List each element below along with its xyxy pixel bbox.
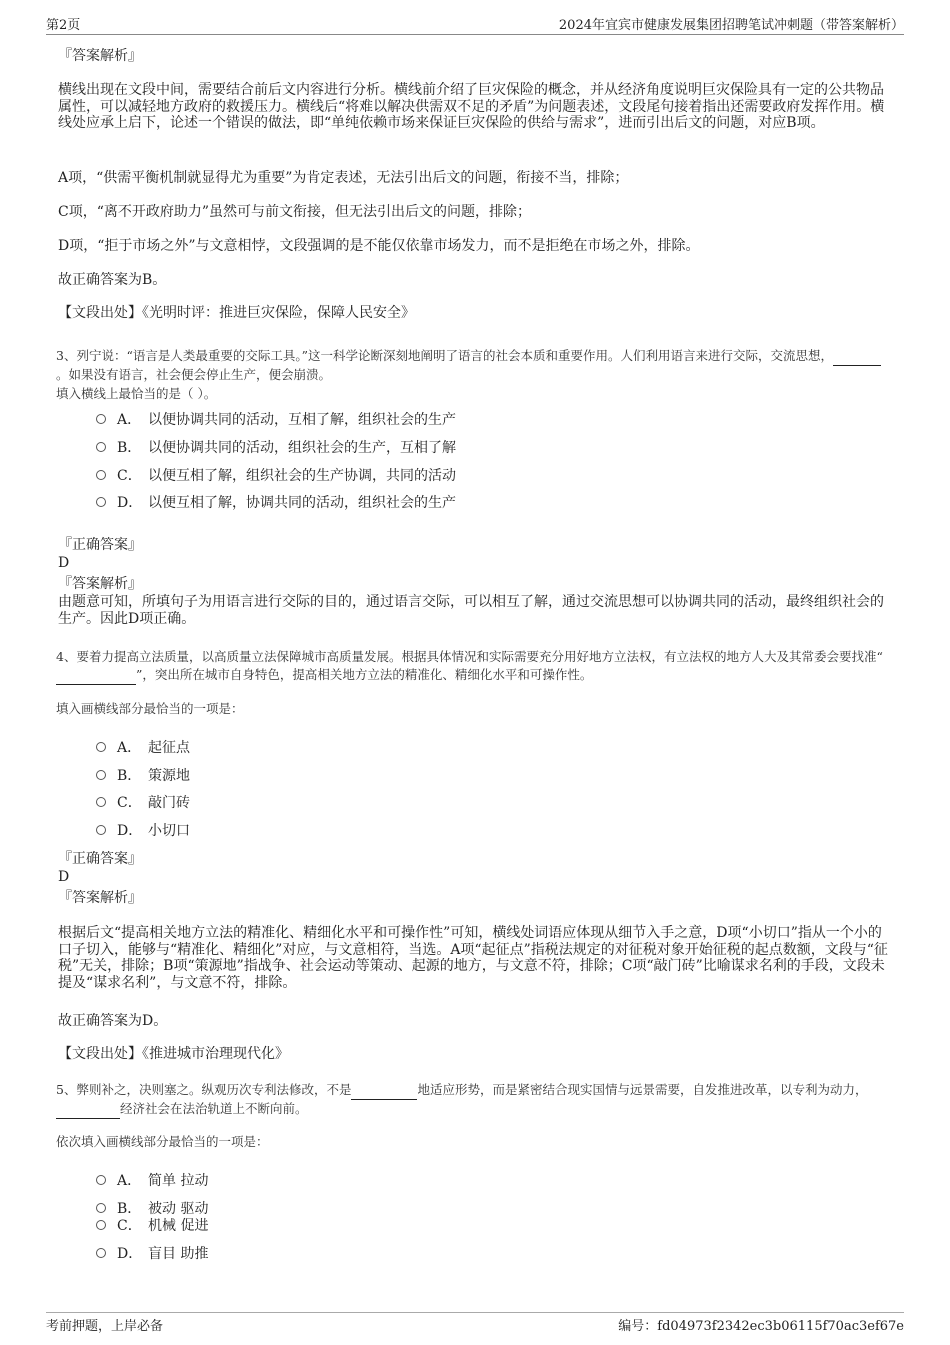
q5-blank-2 bbox=[56, 1100, 120, 1119]
radio-icon[interactable] bbox=[96, 1248, 106, 1258]
q5-prompt: 依次填入画横线部分最恰当的一项是： bbox=[56, 1134, 269, 1149]
option-letter: A． bbox=[117, 412, 142, 428]
option-text: 以便协调共同的活动，互相了解，组织社会的生产 bbox=[148, 412, 456, 428]
option-text: 小切口 bbox=[148, 823, 190, 839]
option-text: 以便互相了解，组织社会的生产协调，共同的活动 bbox=[148, 468, 456, 484]
radio-icon[interactable] bbox=[96, 797, 106, 807]
radio-icon[interactable] bbox=[96, 497, 106, 507]
option-letter: C． bbox=[117, 468, 142, 484]
option-text: 盲目 助推 bbox=[148, 1246, 209, 1262]
q5-stem-part3: 经济社会在法治轨道上不断向前。 bbox=[120, 1101, 308, 1116]
q3-stem-part2: 。如果没有语言，社会便会停止生产，便会崩溃。 bbox=[56, 367, 332, 382]
q3-blank bbox=[833, 347, 881, 366]
q4-stem-part1: 4、要着力提高立法质量，以高质量立法保障城市高质量发展。根据具体情况和实际需要充分用好地方立法权，有立法权的地方人大及其常委会要找准“ bbox=[56, 649, 883, 664]
option-text: 被动 驱动 bbox=[148, 1201, 209, 1217]
option-letter: B． bbox=[117, 768, 142, 784]
q4-stem bbox=[56, 648, 886, 685]
q4-conclusion: 故正确答案为D。 bbox=[58, 1013, 168, 1029]
page-header bbox=[46, 14, 904, 35]
q4-source: 【文段出处】《推进城市治理现代化》 bbox=[58, 1046, 289, 1062]
option-text: 机械 促进 bbox=[148, 1218, 209, 1234]
q3-prompt: 填入横线上最恰当的是（ ）。 bbox=[56, 386, 217, 401]
radio-icon[interactable] bbox=[96, 825, 106, 835]
option-letter: D． bbox=[117, 823, 143, 839]
option-letter: B． bbox=[117, 1201, 142, 1217]
option-letter: D． bbox=[117, 495, 143, 511]
option-text: 以便协调共同的活动，组织社会的生产，互相了解 bbox=[148, 440, 456, 456]
option-text: 策源地 bbox=[148, 768, 190, 784]
option-letter: C． bbox=[117, 795, 142, 811]
option-text: 敲门砖 bbox=[148, 795, 190, 811]
q3-stem-part1: 3、列宁说：“语言是人类最重要的交际工具。”这一科学论断深刻地阐明了语言的社会本质和重要作用。人们利用语言来进行交际，交流思想， bbox=[56, 348, 833, 363]
q4-answer-label: 『正确答案』 bbox=[58, 851, 142, 867]
footer-slogan: 考前押题，上岸必备 bbox=[46, 1319, 164, 1334]
q3-answer: D bbox=[58, 555, 70, 571]
q4-prompt: 填入画横线部分最恰当的一项是： bbox=[56, 701, 244, 716]
q5-stem-part2: 地适应形势，而是紧密结合现实国情与远景需要，自发推进改革，以专利为动力， bbox=[417, 1082, 868, 1097]
q4-analysis-text: 根据后文“提高相关地方立法的精准化、精细化水平和可操作性”可知，横线处词语应体现从细节入手之意，D项“小切口”指从一个小的口子切入，能够与“精准化、精细化”对应，与文意相符，当选。A项“起征点”指税法规定的对征税对象开始征税的起点数额，文段与“征税”无关，排除；B项“策源地”指战争、社会运动等策动、起源的地方，与文意不符，排除；C项“敲门砖”比喻谋求名利的手段，文段未提及“谋求名利”，与文意不符，排除。 bbox=[58, 925, 888, 991]
option-letter: B． bbox=[117, 440, 142, 456]
radio-icon[interactable] bbox=[96, 1220, 106, 1230]
option-letter: A． bbox=[117, 1173, 142, 1189]
q4-blank bbox=[56, 666, 136, 685]
radio-icon[interactable] bbox=[96, 770, 106, 780]
option-letter: A． bbox=[117, 740, 142, 756]
q3-analysis-label: 『答案解析』 bbox=[58, 576, 142, 592]
q5-stem bbox=[56, 1081, 886, 1119]
q2-option-c-note: C项，“离不开政府助力”虽然可与前文衔接，但无法引出后文的问题，排除； bbox=[58, 204, 532, 220]
option-letter: C． bbox=[117, 1218, 142, 1234]
radio-icon[interactable] bbox=[96, 442, 106, 452]
q5-stem-part1: 5、弊则补之，决则塞之。纵观历次专利法修改，不是 bbox=[56, 1082, 352, 1097]
q2-source: 【文段出处】《光明时评：推进巨灾保险，保障人民安全》 bbox=[58, 305, 415, 321]
q2-option-d-note: D项，“拒于市场之外”与文意相悖，文段强调的是不能仅依靠市场发力，而不是拒绝在市场之外，排除。 bbox=[58, 238, 700, 254]
page-number: 第2页 bbox=[46, 18, 81, 33]
q3-stem bbox=[56, 347, 886, 384]
q2-analysis-text: 横线出现在文段中间，需要结合前后文内容进行分析。横线前介绍了巨灾保险的概念，并从经济角度说明巨灾保险具有一定的公共物品属性，可以减轻地方政府的救援压力。横线后“将难以解决供需双不足的矛盾”为问题表述，文段尾句接着指出还需要政府发挥作用。横线处应承上启下，论述一个错误的做法，即“单纯依赖市场来保证巨灾保险的供给与需求”，进而引出后文的问题，对应B项。 bbox=[58, 82, 885, 131]
document-id: 编号：fd04973f2342ec3b06115f70ac3ef67e bbox=[618, 1319, 904, 1334]
q3-analysis-text: 由题意可知，所填句子为用语言进行交际的目的，通过语言交际，可以相互了解，通过交流思想可以协调共同的活动，最终组织社会的生产。因此D项正确。 bbox=[58, 594, 884, 627]
document-title: 2024年宜宾市健康发展集团招聘笔试冲刺题（带答案解析） bbox=[558, 18, 904, 33]
q4-stem-part2: ”，突出所在城市自身特色，提高相关地方立法的精准化、精细化水平和可操作性。 bbox=[136, 667, 593, 682]
radio-icon[interactable] bbox=[96, 470, 106, 480]
q4-analysis-label: 『答案解析』 bbox=[58, 890, 142, 906]
q4-answer: D bbox=[58, 869, 70, 885]
radio-icon[interactable] bbox=[96, 1175, 106, 1185]
option-text: 起征点 bbox=[148, 740, 190, 756]
radio-icon[interactable] bbox=[96, 742, 106, 752]
q5-blank-1 bbox=[351, 1081, 417, 1100]
q2-analysis-label: 『答案解析』 bbox=[58, 48, 142, 64]
page-footer bbox=[46, 1312, 904, 1334]
option-letter: D． bbox=[117, 1246, 143, 1262]
radio-icon[interactable] bbox=[96, 414, 106, 424]
q2-conclusion: 故正确答案为B。 bbox=[58, 272, 167, 288]
option-text: 以便互相了解，协调共同的活动，组织社会的生产 bbox=[148, 495, 456, 511]
q3-answer-label: 『正确答案』 bbox=[58, 537, 142, 553]
radio-icon[interactable] bbox=[96, 1203, 106, 1213]
q2-option-a-note: A项，“供需平衡机制就显得尤为重要”为肯定表述，无法引出后文的问题，衔接不当，排除； bbox=[58, 170, 629, 186]
option-text: 简单 拉动 bbox=[148, 1173, 209, 1189]
